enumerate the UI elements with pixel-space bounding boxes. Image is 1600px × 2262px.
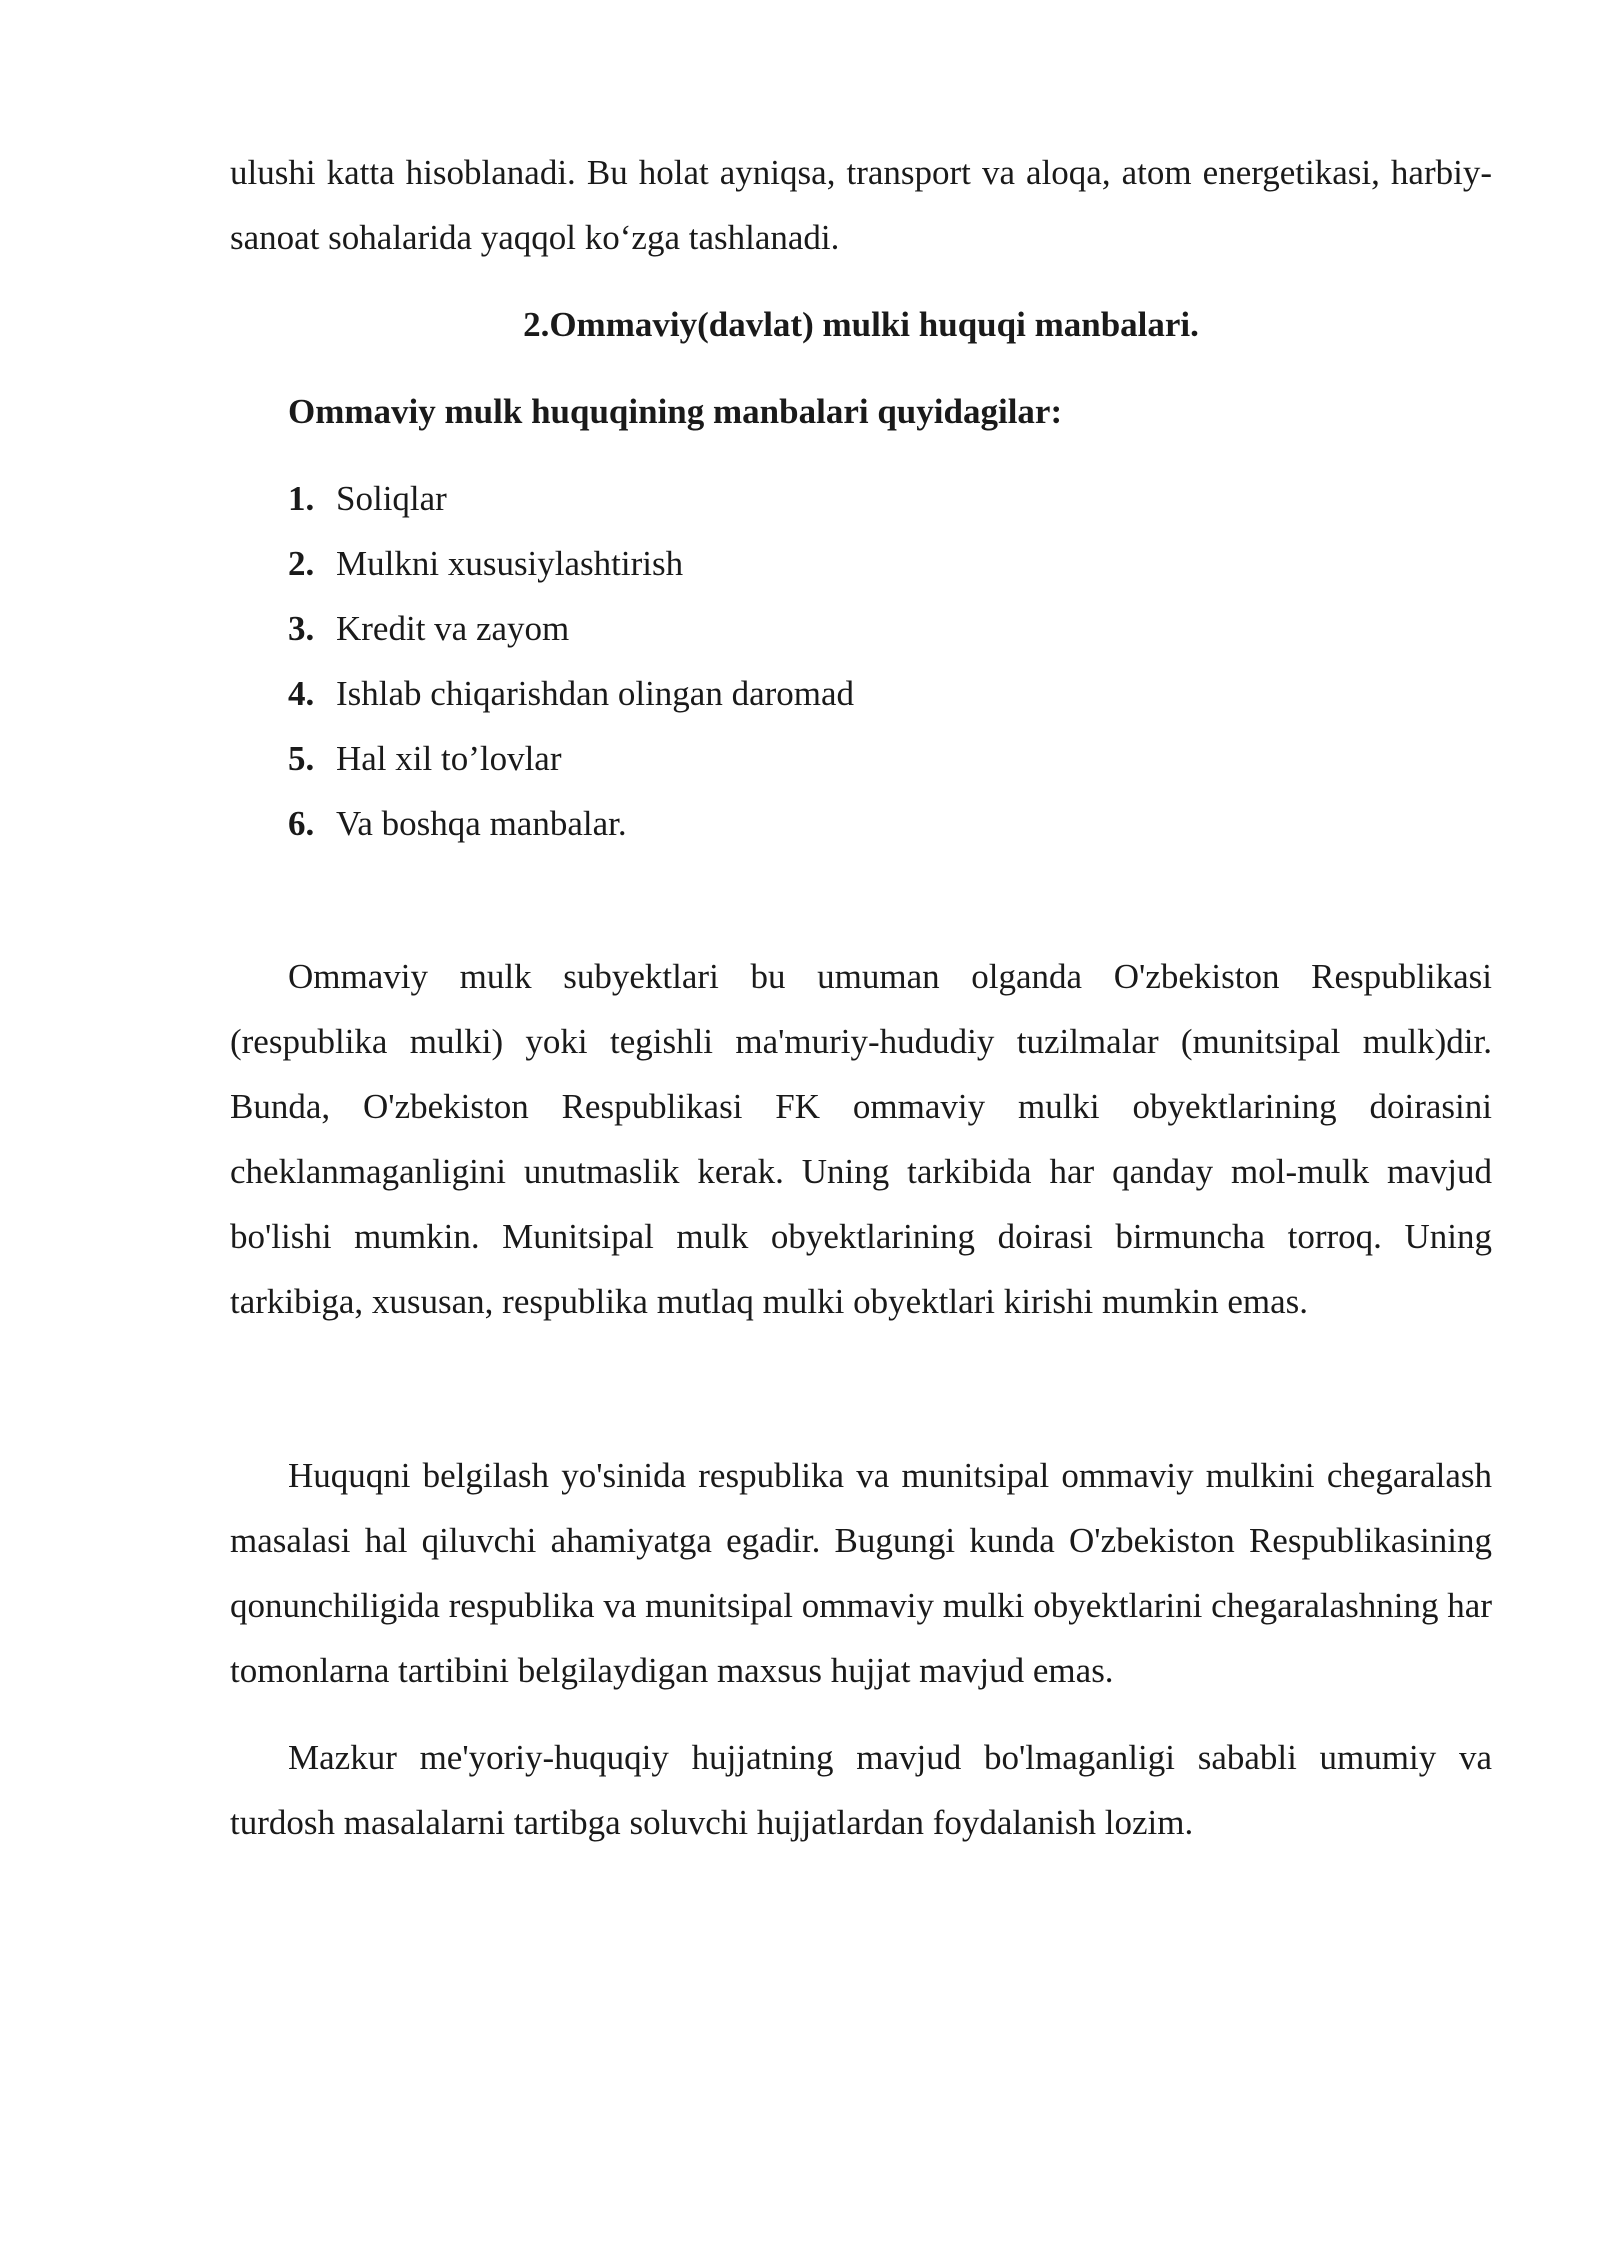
section-heading: 2.Ommaviy(davlat) mulki huquqi manbalari. bbox=[523, 305, 1199, 344]
list-heading: Ommaviy mulk huquqining manbalari quyidagilar: bbox=[288, 392, 1063, 431]
list-item bbox=[288, 531, 1492, 596]
list-item bbox=[288, 466, 1492, 531]
paragraph-conclusion: Mazkur me'yoriy-huquqiy hujjatning mavjud bo'lmaganligi sababli umumiy va turdosh masalalarni tartibga soluvchi hujjatlardan foydalanish lozim. bbox=[230, 1738, 1492, 1842]
spacer bbox=[230, 1334, 1492, 1443]
paragraph-delimitation: Huquqni belgilash yo'sinida respublika va munitsipal ommaviy mulkini chegaralash masalasi hal qiluvchi ahamiyatga egadir. Bugungi kunda O'zbekiston Respublikasining qonunchiligida respublika va munitsipal ommaviy mulki obyektlarini chegaralashning har tomonlarna tartibini belgilaydigan maxsus hujjat mavjud emas. bbox=[230, 1456, 1492, 1690]
list-item bbox=[288, 726, 1492, 791]
sources-list bbox=[288, 466, 1492, 856]
spacer bbox=[230, 1703, 1492, 1725]
paragraph-intro: ulushi katta hisoblanadi. Bu holat ayniqsa, transport va aloqa, atom energetikasi, harbiy-sanoat sohalarida yaqqol ko‘zga tashlanadi. bbox=[230, 153, 1492, 257]
list-item-text: Hal xil to’lovlar bbox=[336, 739, 562, 778]
list-item-number: 1. bbox=[288, 479, 315, 518]
list-item-text: Va boshqa manbalar. bbox=[336, 804, 627, 843]
list-item-text: Kredit va zayom bbox=[336, 609, 570, 648]
list-item-number: 4. bbox=[288, 674, 315, 713]
list-item-text: Soliqlar bbox=[336, 479, 447, 518]
spacer bbox=[230, 856, 1492, 944]
list-item-number: 2. bbox=[288, 544, 315, 583]
list-item-number: 3. bbox=[288, 609, 315, 648]
document-page bbox=[230, 140, 1492, 1855]
paragraph-subjects: Ommaviy mulk subyektlari bu umuman olganda O'zbekiston Respublikasi (respublika mulki) yoki tegishli ma'muriy-hududiy tuzilmalar (munitsipal mulk)dir. Bunda, O'zbekiston Respublikasi FK ommaviy mulki obyektlarining doirasini cheklanmaganligini unutmaslik kerak. Uning tarkibida har qanday mol-mulk mavjud bo'lishi mumkin. Munitsipal mulk obyektlarining doirasi birmuncha torroq. Uning tarkibiga, xususan, respublika mutlaq mulki obyektlari kirishi mumkin emas. bbox=[230, 957, 1492, 1321]
list-item bbox=[288, 791, 1492, 856]
list-item-number: 6. bbox=[288, 804, 315, 843]
list-item-text: Ishlab chiqarishdan olingan daromad bbox=[336, 674, 855, 713]
list-item-text: Mulkni xususiylashtirish bbox=[336, 544, 684, 583]
list-item bbox=[288, 596, 1492, 661]
list-item-number: 5. bbox=[288, 739, 315, 778]
list-item bbox=[288, 661, 1492, 726]
